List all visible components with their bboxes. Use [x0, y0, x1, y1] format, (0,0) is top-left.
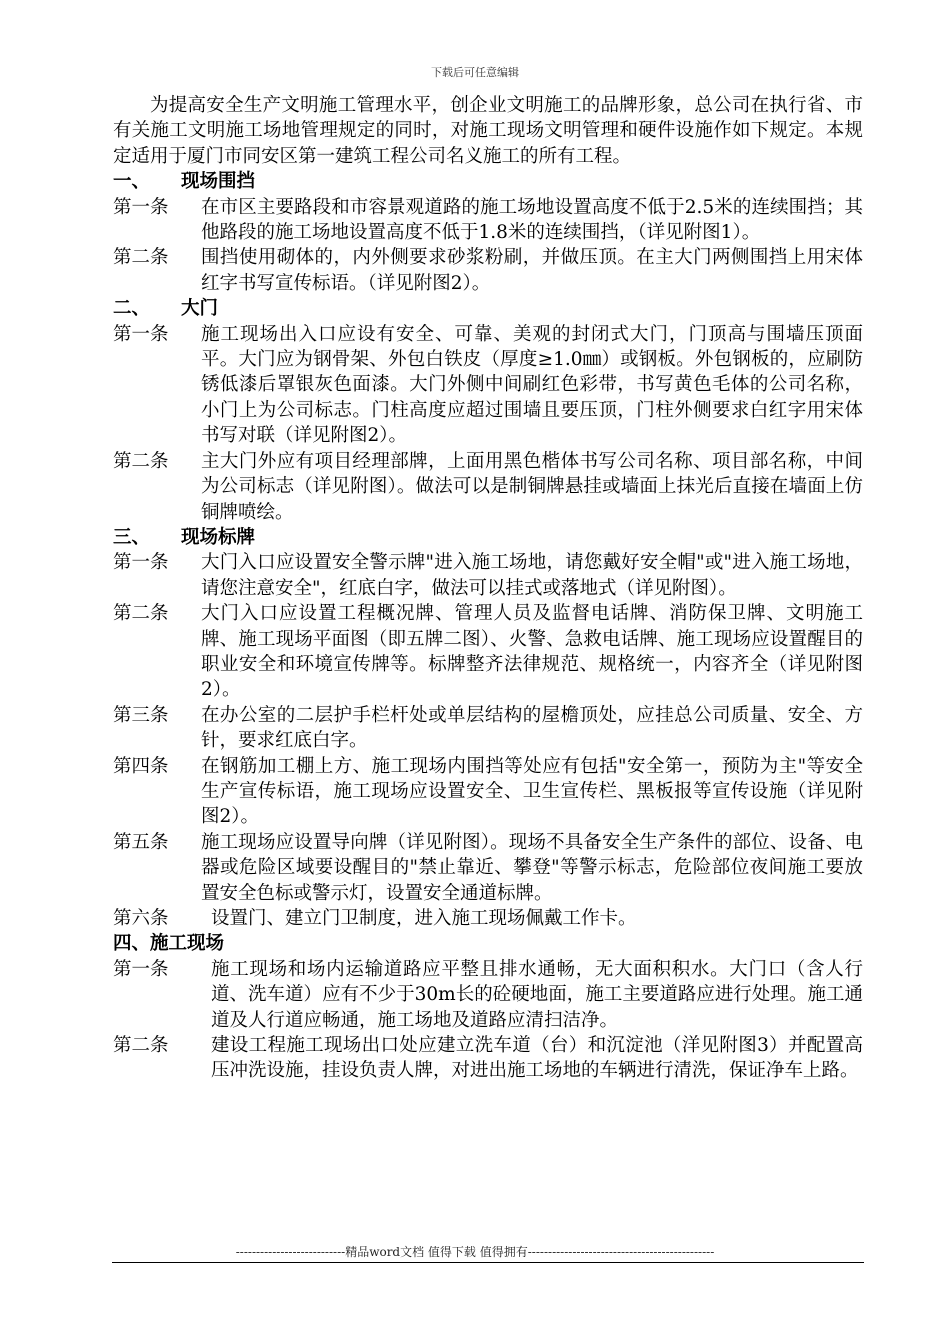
article-text: 在办公室的二层护手栏杆处或单层结构的屋檐顶处，应挂总公司质量、安全、方针，要求红底白字。: [201, 704, 863, 752]
section-heading: [113, 525, 863, 550]
section-number: 四、: [113, 933, 151, 955]
article: [113, 906, 863, 931]
article-text: 大门入口应设置工程概况牌、管理人员及监督电话牌、消防保卫牌、文明施工牌、施工现场平面图（即五牌二图）、火警、急救电话牌、施工现场应设置醒目的职业安全和环境宣传牌等。标牌整齐法律规范、规格统一，内容齐全（详见附图2）。: [201, 603, 863, 701]
section-4: [113, 931, 863, 1083]
article-text: 围挡使用砌体的，内外侧要求砂浆粉刷，并做压顶。在主大门两侧围挡上用宋体红字书写宣传标语。（详见附图2）。: [201, 247, 863, 294]
article: [113, 195, 863, 246]
document-body: [113, 93, 863, 1084]
article-label: 第一条: [113, 323, 169, 345]
article-label: 第五条: [113, 831, 169, 853]
section-1: [113, 169, 863, 296]
section-number: 一、: [113, 171, 151, 193]
section-2: [113, 296, 863, 525]
article: [113, 703, 863, 754]
article-label: 第二条: [113, 450, 169, 472]
section-title: 现场围挡: [181, 171, 256, 193]
article-label: 第二条: [113, 247, 169, 269]
section-heading: [113, 931, 863, 956]
article-label: 第一条: [113, 552, 169, 574]
article-text: 施工现场出入口应设有安全、可靠、美观的封闭式大门，门顶高与围墙压顶面平。大门应为钢骨架、外包白铁皮（厚度≥1.0㎜）或钢板。外包钢板的，应刷防锈低漆后罩银灰色面漆。大门外侧中间刷红色彩带，书写黄色毛体的公司名称，小门上为公司标志。门柱高度应超过围墙且要压顶，门柱外侧要求白红字用宋体书写对联（详见附图2）。: [201, 323, 863, 447]
article: [113, 601, 863, 703]
article: [113, 322, 863, 449]
article-label: 第一条: [113, 958, 169, 980]
article-text: 在市区主要路段和市容景观道路的施工场地设置高度不低于2.5米的连续围挡；其他路段的施工场地设置高度不低于1.8米的连续围挡，（详见附图1）。: [201, 196, 863, 244]
article: [113, 830, 863, 906]
article: [113, 449, 863, 525]
section-title: 大门: [181, 298, 219, 320]
article-text: 在钢筋加工棚上方、施工现场内围挡等处应有包括"安全第一，预防为主"等安全生产宣传标语，施工现场应设置安全、卫生宣传栏、黑板报等宣传设施（详见附图2）。: [201, 755, 863, 828]
footer-divider: [112, 1262, 864, 1263]
section-number: 三、: [113, 526, 151, 548]
section-heading: [113, 169, 863, 194]
article-text: 大门入口应设置安全警示牌"进入施工场地，请您戴好安全帽"或"进入施工场地，请您注意安全"，红底白字，做法可以挂式或落地式（详见附图）。: [201, 552, 863, 599]
article-text: 设置门、建立门卫制度，进入施工现场佩戴工作卡。: [211, 908, 637, 929]
section-3: [113, 525, 863, 932]
article-label: 第四条: [113, 755, 169, 777]
article-text: 施工现场应设置导向牌（详见附图）。现场不具备安全生产条件的部位、设备、电器或危险区域要设醒目的"禁止靠近、攀登"等警示标志，危险部位夜间施工要放置安全色标或警示灯，设置安全通道标牌。: [201, 831, 863, 904]
article-text: 主大门外应有项目经理部牌，上面用黑色楷体书写公司名称、项目部名称，中间为公司标志（详见附图）。做法可以是制铜牌悬挂或墙面上抹光后直接在墙面上仿铜牌喷绘。: [201, 450, 863, 523]
article-text: 施工现场和场内运输道路应平整且排水通畅，无大面积积水。大门口（含人行道、洗车道）应有不少于30m长的砼硬地面，施工主要道路应进行处理。施工通道及人行道应畅通，施工场地及道路应清扫洁净。: [211, 958, 863, 1031]
article-text: 建设工程施工现场出口处应建立洗车道（台）和沉淀池（洋见附图3）并配置高压冲洗设施，挂设负责人牌，对进出施工场地的车辆进行清洗，保证净车上路。: [211, 1035, 863, 1082]
section-title: 现场标牌: [181, 526, 256, 548]
section-title: 施工现场: [150, 933, 225, 955]
article-label: 第二条: [113, 1035, 169, 1057]
article-label: 第六条: [113, 908, 169, 929]
article: [113, 754, 863, 830]
article: [113, 245, 863, 296]
article: [113, 957, 863, 1033]
intro-paragraph: 为提高安全生产文明施工管理水平，创企业文明施工的品牌形象，总公司在执行省、市有关施工文明施工场地管理规定的同时，对施工现场文明管理和硬件设施作如下规定。本规定适用于厦门市同安区第一建筑工程公司名义施工的所有工程。: [113, 95, 863, 167]
section-heading: [113, 296, 863, 321]
section-number: 二、: [113, 298, 151, 320]
article: [113, 550, 863, 601]
page-footer: ---------------------------精品word文档 值得下载 值得拥有----------------------------------------------: [235, 1245, 715, 1259]
article: [113, 1033, 863, 1084]
article-label: 第二条: [113, 603, 169, 625]
page-header: 下载后可任意编辑: [431, 66, 519, 79]
article-label: 第三条: [113, 704, 169, 726]
article-label: 第一条: [113, 196, 169, 218]
